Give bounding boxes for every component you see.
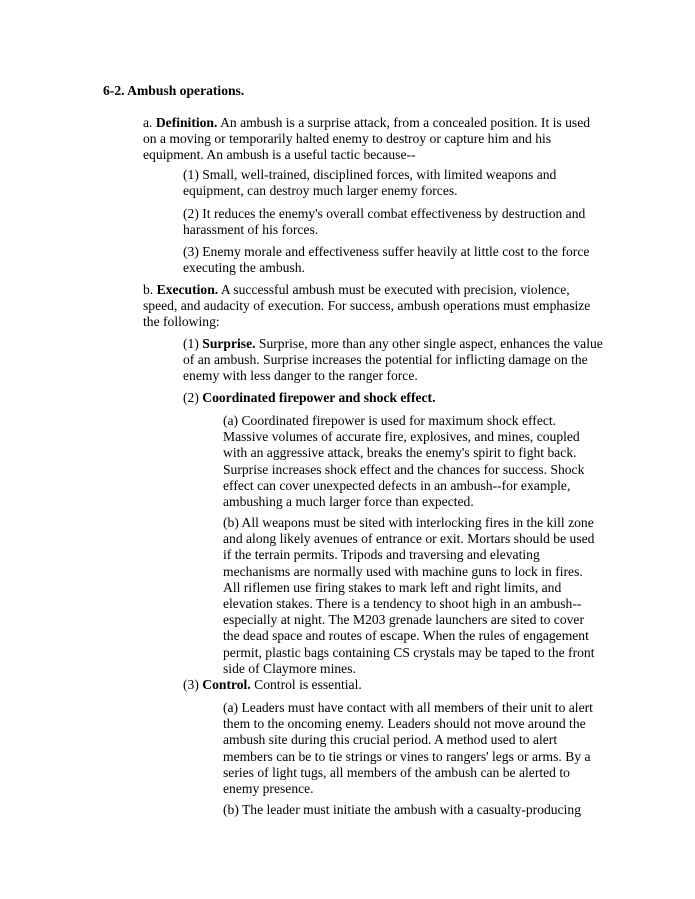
firepower-sub-a: (a) Coordinated firepower is used for maximum shock effect. Massive volumes of accurate fire, explosives, and mines, coupled with an aggressive attack, breaks the enemy's spirit to fight back. Surprise increases shock effect and the chances for success. Shock effect can cover unexpected defects in an ambush--for example, ambushing a much larger force than expected.: [223, 413, 585, 510]
definition-item-1: (1) Small, well-trained, disciplined forces, with limited weapons and equipment, can destroy much larger enemy forces.: [183, 167, 557, 199]
definition-heading: Definition.: [155, 115, 218, 130]
paragraph-b-label: b.: [143, 282, 154, 297]
paragraph-b-execution: [143, 282, 598, 331]
firepower-number: (2): [183, 390, 199, 405]
paragraph-a-definition: [143, 115, 598, 164]
control-heading: Control.: [202, 677, 251, 692]
section-title: 6-2. Ambush operations.: [103, 83, 245, 98]
execution-text: A successful ambush must be executed with precision, violence, speed, and audacity of execution. For success, ambush operations must emphasize the following:: [143, 282, 591, 330]
definition-text: An ambush is a surprise attack, from a concealed position. It is used on a moving or temporarily halted enemy to destroy or capture him and his equipment. An ambush is a useful tactic because--: [143, 115, 591, 163]
control-number: (3): [183, 677, 199, 692]
execution-heading: Execution.: [156, 282, 219, 297]
definition-item-3: (3) Enemy morale and effectiveness suffer heavily at little cost to the force executing the ambush.: [183, 244, 590, 276]
surprise-heading: Surprise.: [202, 336, 256, 351]
firepower-heading: Coordinated firepower and shock effect.: [202, 390, 436, 405]
firepower-paragraph: [183, 390, 603, 406]
control-sub-a: (a) Leaders must have contact with all members of their unit to alert them to the oncoming enemy. Leaders should not move around the ambush site during this crucial period. A method used to alert members can be to tie strings or vines to rangers' legs or arms. By a series of light tugs, all members of the ambush can be alerted to enemy presence.: [223, 700, 593, 797]
surprise-text: Surprise, more than any other single aspect, enhances the value of an ambush. Surprise increases the potential for inflicting damage on the enemy with less danger to the ranger force.: [183, 336, 603, 384]
firepower-sub-b: (b) All weapons must be sited with interlocking fires in the kill zone and along likely avenues of entrance or exit. Mortars should be used if the terrain permits. Tripods and traversing and elevating mechanisms are normally used with machine guns to lock in fires. All riflemen use firing stakes to mark left and right limits, and elevation stakes. There is a tendency to shoot high in an ambush--especially at night. The M203 grenade launchers are sited to cover the dead space and routes of escape. When the rules of engagement permit, plastic bags containing CS crystals may be taped to the front side of Claymore mines.: [223, 515, 595, 676]
control-text: Control is essential.: [254, 677, 362, 692]
control-paragraph: [183, 677, 603, 693]
paragraph-a-label: a.: [143, 115, 153, 130]
control-sub-b: (b) The leader must initiate the ambush with a casualty-producing: [223, 802, 581, 817]
surprise-paragraph: [183, 336, 603, 385]
surprise-number: (1): [183, 336, 199, 351]
definition-item-2: (2) It reduces the enemy's overall combat effectiveness by destruction and harassment of his forces.: [183, 206, 586, 238]
